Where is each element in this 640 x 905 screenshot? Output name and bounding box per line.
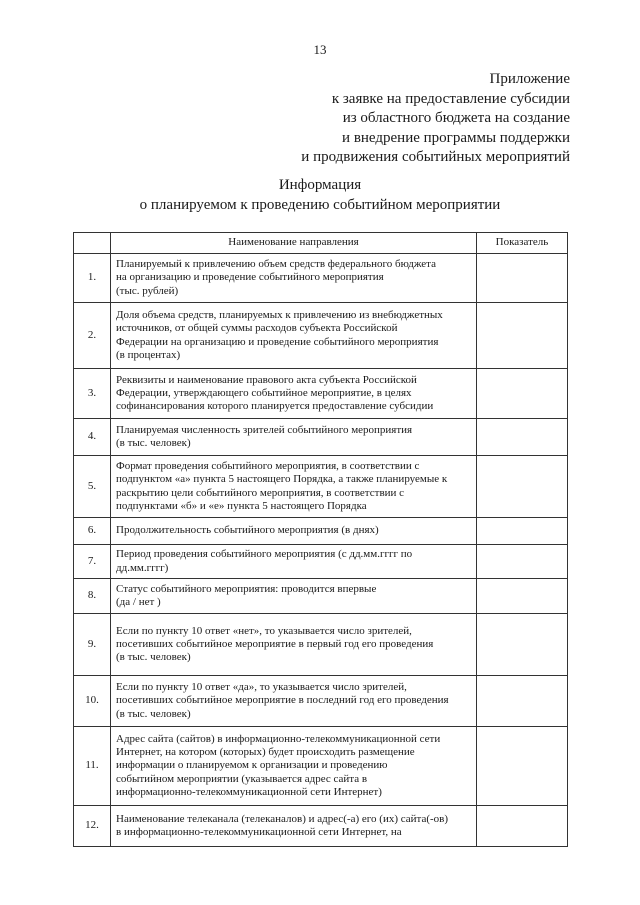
description-line: Интернет, на котором (которых) будет происходить размещение (116, 746, 415, 759)
row-description (111, 369, 477, 419)
table-row (74, 303, 568, 369)
row-number: 10. (74, 676, 111, 727)
row-value-cell[interactable] (477, 518, 568, 545)
description-line: Федерации на организацию и проведение событийного мероприятия (116, 335, 439, 348)
description-line: посетивших событийное мероприятие в первый год его проведения (116, 637, 434, 650)
description-line: Если по пункту 10 ответ «да», то указывается число зрителей, (116, 681, 407, 694)
description-line: Продолжительность событийного мероприятия (в днях) (116, 524, 379, 537)
row-value-cell[interactable] (477, 806, 568, 847)
description-line: посетивших событийное мероприятие в последний год его проведения (116, 694, 449, 707)
row-description (111, 254, 477, 303)
row-description (111, 614, 477, 676)
row-description (111, 419, 477, 456)
appendix-header (301, 70, 570, 168)
row-number: 9. (74, 614, 111, 676)
info-table (73, 232, 568, 847)
table-row (74, 518, 568, 545)
row-description (111, 518, 477, 545)
table-row (74, 579, 568, 614)
header-name: Наименование направления (111, 233, 477, 254)
row-description (111, 676, 477, 727)
description-line: Статус событийного мероприятия: проводится впервые (116, 582, 377, 595)
row-description (111, 579, 477, 614)
row-description (111, 727, 477, 806)
description-line: (в процентах) (116, 348, 181, 361)
appendix-line: Приложение (489, 71, 570, 87)
description-line: Формат проведения событийного мероприятия, в соответствии с (116, 460, 420, 473)
row-description (111, 545, 477, 579)
table-row (74, 727, 568, 806)
row-description (111, 303, 477, 369)
table-row (74, 614, 568, 676)
row-number: 6. (74, 518, 111, 545)
row-value-cell[interactable] (477, 419, 568, 456)
description-line: событийном мероприятии (указывается адрес сайта в (116, 772, 368, 785)
description-line: подпунктами «б» и «е» пункта 5 настоящего Порядка (116, 499, 367, 512)
description-line: источников, от общей суммы расходов субъекта Российской (116, 322, 398, 335)
row-value-cell[interactable] (477, 456, 568, 518)
table-row (74, 806, 568, 847)
description-line: Адрес сайта (сайтов) в информационно-телекоммуникационной сети (116, 732, 441, 745)
header-number (74, 233, 111, 254)
row-number: 11. (74, 727, 111, 806)
description-line: подпунктом «а» пункта 5 настоящего Порядка, а также планируемые к (116, 473, 448, 486)
row-value-cell[interactable] (477, 676, 568, 727)
table-row (74, 676, 568, 727)
description-line: Планируемый к привлечению объем средств федерального бюджета (116, 258, 437, 271)
description-line: Федерации, утверждающего событийное мероприятие, в целях (116, 386, 412, 399)
description-line: в информационно-телекоммуникационной сети Интернет, на (116, 826, 402, 838)
header-value: Показатель (477, 233, 568, 254)
row-number: 3. (74, 369, 111, 419)
description-line: раскрытию цели событийного мероприятия, в соответствии с (116, 486, 405, 499)
description-line: на организацию и проведение событийного мероприятия (116, 271, 384, 284)
description-line: информационно-телекоммуникационной сети Интернет) (116, 785, 382, 798)
row-value-cell[interactable] (477, 545, 568, 579)
description-line: Период проведения событийного мероприятия (с дд.мм.гггг по (116, 548, 413, 561)
description-line: Реквизиты и наименование правового акта субъекта Российской (116, 373, 417, 386)
title-line-2: о планируемом к проведению событийном мероприятии (139, 196, 501, 213)
description-line: софинансирования которого планируется предоставление субсидии (116, 400, 434, 413)
table-header-row (74, 233, 568, 254)
row-number: 2. (74, 303, 111, 369)
row-value-cell[interactable] (477, 614, 568, 676)
description-line: (в тыс. человек) (116, 437, 191, 449)
row-value-cell[interactable] (477, 579, 568, 614)
row-number: 12. (74, 806, 111, 847)
description-line: (тыс. рублей) (116, 284, 179, 297)
row-value-cell[interactable] (477, 303, 568, 369)
description-line: (в тыс. человек) (116, 651, 191, 664)
row-value-cell[interactable] (477, 727, 568, 806)
description-line: (в тыс. человек) (116, 707, 191, 720)
table-row (74, 545, 568, 579)
row-number: 4. (74, 419, 111, 456)
title-line-1: Информация (278, 177, 362, 193)
document-title (0, 176, 640, 215)
row-number: 5. (74, 456, 111, 518)
table-body (74, 254, 568, 847)
row-number: 8. (74, 579, 111, 614)
description-line: Планируемая численность зрителей событийного мероприятия (116, 423, 413, 436)
table-row (74, 369, 568, 419)
description-line: Наименование телеканала (телеканалов) и адрес(-а) его (их) сайта(-ов) (116, 812, 449, 825)
row-description (111, 456, 477, 518)
table-row (74, 254, 568, 303)
row-number: 1. (74, 254, 111, 303)
page-number: 13 (313, 42, 327, 57)
table-row (74, 419, 568, 456)
appendix-line: к заявке на предоставление субсидии (331, 90, 570, 107)
description-line: информации о планируемом к организации и проведению (116, 759, 388, 772)
row-value-cell[interactable] (477, 254, 568, 303)
description-line: Если по пункту 10 ответ «нет», то указывается число зрителей, (116, 624, 412, 637)
appendix-line: и внедрение программы поддержки (342, 129, 570, 146)
row-value-cell[interactable] (477, 369, 568, 419)
description-line: дд.мм.гггг) (116, 561, 169, 574)
row-description (111, 806, 477, 847)
appendix-line: и продвижения событийных мероприятий (301, 149, 570, 165)
row-number: 7. (74, 545, 111, 579)
description-line: Доля объема средств, планируемых к привлечению из внебюджетных (116, 309, 443, 322)
table-row (74, 456, 568, 518)
description-line: (да / нет ) (116, 596, 161, 608)
appendix-line: из областного бюджета на создание (342, 110, 570, 126)
